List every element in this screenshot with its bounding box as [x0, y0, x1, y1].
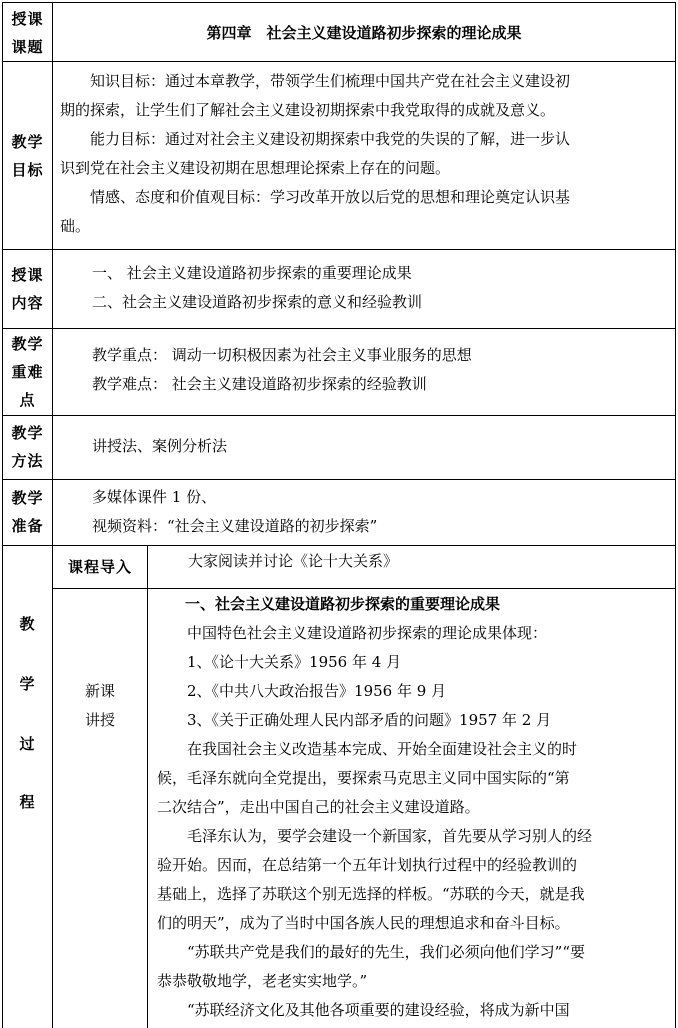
lecture-content [157, 590, 592, 1025]
table-border-right [675, 2, 676, 1028]
sub-column-divider [147, 545, 148, 1028]
objectives-text: 知识目标：通过本章教学，带领学生们梳理中国共产党在社会主义建设初 期的探索，让学生们了解社会主义建设初期探索中我党取得的成就及意义。 能力目标：通过对社会主义建设初期探索中我党的失误的了解，进一步认 识到党在社会主义建设初期在思想理论探索上存在的问题。 情感、态度和价值观目标：学习改革开放以后党的思想和理论奠定认识基 础。 [60, 72, 571, 235]
intro-text: 大家阅读并讨论《论十大关系》 [188, 552, 399, 570]
lecture-line: 验开始。因而，在总结第一个五年计划执行过程中的经验教训的 [157, 856, 578, 874]
preparation-label: 教学 准备 [11, 489, 44, 535]
lecture-line: 恭恭敬敬地学，老老实实地学。” [157, 972, 368, 990]
row-divider [2, 479, 676, 480]
methods-label: 教学 方法 [11, 424, 44, 470]
lecture-line: 在我国社会主义改造基本完成、开始全面建设社会主义的时 [187, 740, 578, 758]
row-divider [52, 588, 676, 589]
row-divider [2, 415, 676, 416]
lesson-plan-table: 授课 课题 第四章 社会主义建设道路初步探索的理论成果 教学 目标 知识目标：通过本章教学，带领学生们梳理中国共产党在社会主义建设初 期的探索，让学生们了解社会主义建设初期探索中我党取得的成就及意义。 能力目标：通过对社会主义建设初期探索中我党的失误的了解，进一步认 识到党在社会主义建设初期在思想理论探索上存在的问题。 情感、态度和价值观目标：学习改革开放以后党的思想和理论奠定认识基 础。 授课 内容 一、 社会主义建设道路初步探索的重要理论成果 二、社会主义建设道路初步探索的意义和经验教训 教学 重难 点 教学重点： 调动一切积极因素为社会主义事业服务的思想 教学难点： 社会主义建设道路初步探索的经验教训 教学 方法 讲授法、案例分析法 教学 准备 多媒体课件 1 份、 视频资料：“社会主义建设道路的初步探索” 教 学 过 程 课程导入 大家阅读并讨论《论十大关系》 新课 讲授 一、社会主义建设道路初步探索的重要理论成果 中国特色社会主义建设道路初步探索的理论成果体现： 1、《论十大关系》1956 年 4 月 2、《中共八大政治报告》1956 年 9 月 3、《关于正确处理人民内部矛盾的问题》1957 年 2 月 在我国社会主义改造基本完成、开始全面建设社会主义的时 候，毛泽东就向全党提出，要探索马克思主义同中国实际的“第 二次结合”，走出中国自己的社会主义建设道路。 毛泽东认为，要学会建设一个新国家，首先要从学习别人的经 验开始。因而，在总结第一个五年计划执行过程中的经验教训的 基础上，选择了苏联这个别无选择的样板。“苏联的今天，就是我 们的明天”，成为了当时中国各族人民的理想追求和奋斗目标。 “苏联共产党是我们的最好的先生，我们必须向他们学习”“要 恭恭敬敬地学，老老实实地学。” “苏联经济文化及其他各项重要的建设经验，将成为新中国 [2, 2, 676, 1028]
course-topic-label: 授课 课题 [11, 10, 44, 56]
keypoints-text: 教学重点： 调动一切积极因素为社会主义事业服务的思想 教学难点： 社会主义建设道路初步探索的经验教训 [92, 346, 472, 393]
objectives-label: 教学 目标 [11, 133, 44, 179]
table-border-top [2, 2, 676, 3]
preparation-text: 多媒体课件 1 份、 视频资料：“社会主义建设道路的初步探索” [92, 488, 378, 535]
new-lesson-label: 新课 讲授 [84, 682, 115, 729]
row-divider [2, 328, 676, 329]
lecture-line: 二次结合”，走出中国自己的社会主义建设道路。 [157, 798, 480, 816]
content-text: 一、 社会主义建设道路初步探索的重要理论成果 二、社会主义建设道路初步探索的意义和经验教训 [92, 264, 423, 311]
lecture-line: 3、《关于正确处理人民内部矛盾的问题》1957 年 2 月 [187, 711, 552, 729]
lecture-line: “苏联共产党是我们的最好的先生，我们必须向他们学习”“要 [187, 943, 586, 961]
lecture-line: 2、《中共八大政治报告》1956 年 9 月 [187, 682, 447, 700]
page-title: 第四章 社会主义建设道路初步探索的理论成果 [206, 24, 522, 42]
label-column-divider [52, 2, 53, 1028]
lecture-line: 毛泽东认为，要学会建设一个新国家，首先要从学习别人的经 [187, 827, 593, 845]
lecture-line: “苏联经济文化及其他各项重要的建设经验，将成为新中国 [187, 1001, 570, 1019]
row-divider [2, 61, 676, 62]
intro-label: 课程导入 [67, 558, 132, 576]
section-heading: 一、社会主义建设道路初步探索的重要理论成果 [185, 595, 501, 613]
lecture-line: 们的明天”，成为了当时中国各族人民的理想追求和奋斗目标。 [157, 914, 570, 932]
content-label: 授课 内容 [11, 266, 44, 312]
lecture-line: 基础上，选择了苏联这个别无选择的样板。“苏联的今天，就是我 [157, 885, 585, 903]
keypoints-label: 教学 重难 点 [11, 335, 44, 409]
row-divider [2, 545, 676, 546]
lecture-line: 候，毛泽东就向全党提出，要探索马克思主义同中国实际的“第 [157, 769, 570, 787]
row-divider [2, 249, 676, 250]
lecture-line: 中国特色社会主义建设道路初步探索的理论成果体现： [187, 624, 548, 642]
methods-text: 讲授法、案例分析法 [92, 437, 228, 455]
lecture-line: 1、《论十大关系》1956 年 4 月 [187, 653, 402, 671]
